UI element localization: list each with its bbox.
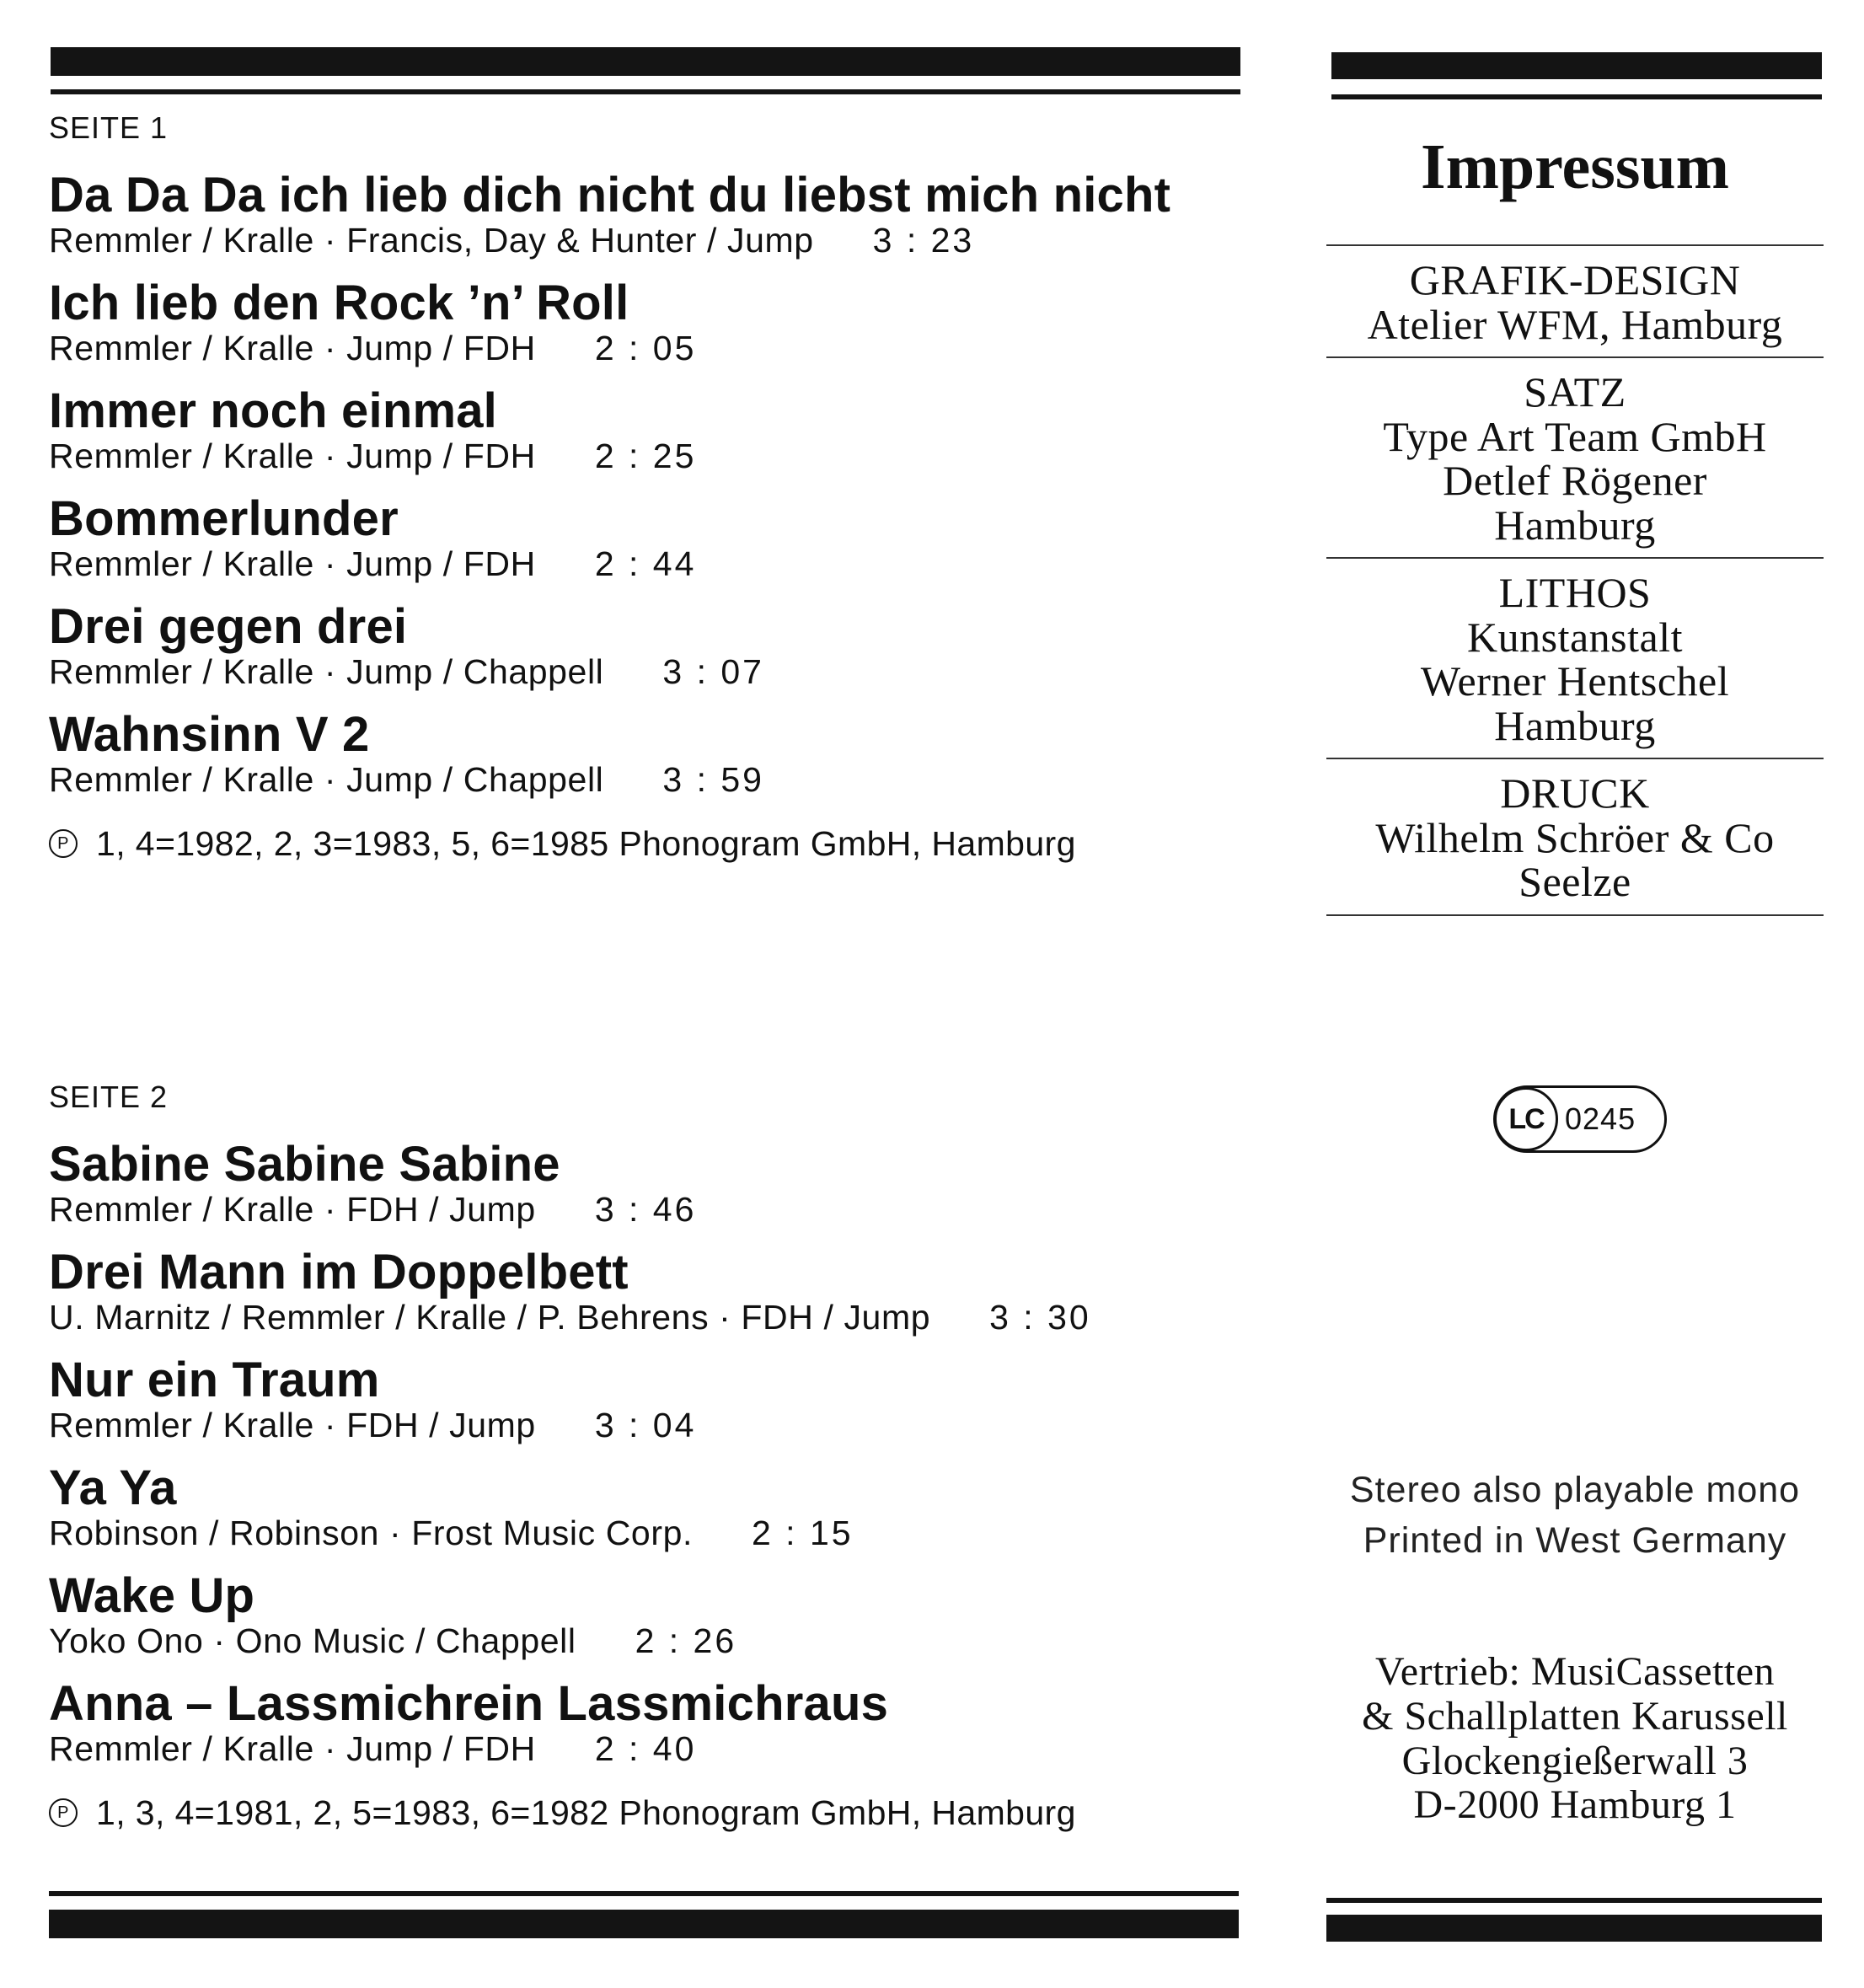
credit-block-grafik-design [1326, 246, 1824, 356]
distribution-line: Glockengießerwall 3 [1401, 1738, 1749, 1783]
track-duration: 3 : 46 [594, 1189, 697, 1229]
track-title: Bommerlunder [49, 490, 399, 546]
credit-line: Atelier WFM, Hamburg [1367, 300, 1783, 348]
track-credits [49, 1514, 1245, 1552]
credit-line: Type Art Team GmbH [1383, 412, 1767, 460]
copyright-text: 1, 4=1982, 2, 3=1983, 5, 6=1985 Phonogram GmbH, Hamburg [96, 823, 1076, 863]
track-title: Drei Mann im Doppelbett [49, 1244, 629, 1299]
impressum-title: Impressum [1421, 131, 1729, 202]
credit-line: Werner Hentschel [1420, 657, 1730, 705]
track-title: Wake Up [49, 1567, 255, 1623]
track-credits [49, 1191, 1245, 1229]
label-code-number: 0245 [1565, 1101, 1636, 1136]
track-writers-publishers: U. Marnitz / Remmler / Kralle / P. Behrens · FDH / Jump [49, 1297, 931, 1337]
track-title: Drei gegen drei [49, 598, 408, 654]
credit-line: Detlef Rögener [1443, 457, 1707, 504]
credit-line: Hamburg [1494, 701, 1656, 749]
track-writers-publishers: Remmler / Kralle · FDH / Jump [49, 1405, 536, 1444]
track-title: Anna – Lassmichrein Lassmichraus [49, 1675, 889, 1731]
track-credits [49, 1730, 1245, 1768]
side-2-label: SEITE 2 [49, 1080, 169, 1114]
track-writers-publishers: Remmler / Kralle · Jump / FDH [49, 1728, 536, 1768]
track-list-item [49, 170, 1245, 260]
track-credits [49, 437, 1245, 475]
track-list-item [49, 598, 1245, 691]
track-duration: 2 : 05 [594, 328, 697, 367]
credit-heading: GRAFIK-DESIGN [1409, 256, 1741, 303]
track-duration: 2 : 40 [594, 1728, 697, 1768]
side-1-copyright [49, 824, 1245, 864]
credit-block-druck [1326, 759, 1824, 914]
track-title: Ya Ya [49, 1460, 177, 1515]
side-1-tracklist [49, 110, 1245, 864]
track-title: Nur ein Traum [49, 1352, 380, 1407]
track-list-item [49, 275, 1245, 367]
track-writers-publishers: Remmler / Kralle · FDH / Jump [49, 1189, 536, 1229]
credit-block-satz [1326, 358, 1824, 557]
credit-heading: LITHOS [1498, 569, 1652, 616]
side-2-tracklist [49, 1082, 1245, 1833]
track-duration: 2 : 15 [751, 1513, 854, 1552]
credit-heading: DRUCK [1500, 769, 1650, 817]
track-title: Da Da Da ich lieb dich nicht du liebst mich nicht [49, 168, 1171, 222]
track-writers-publishers: Remmler / Kralle · Jump / FDH [49, 544, 536, 583]
top-right-thick-bar [1331, 52, 1822, 79]
track-duration: 3 : 59 [662, 759, 764, 799]
track-duration: 3 : 23 [872, 220, 975, 260]
track-credits [49, 1622, 1245, 1660]
copyright-text: 1, 3, 4=1981, 2, 5=1983, 6=1982 Phonogram GmbH, Hamburg [96, 1792, 1076, 1832]
track-writers-publishers: Remmler / Kralle · Jump / FDH [49, 328, 536, 367]
track-credits [49, 330, 1245, 367]
track-writers-publishers: Robinson / Robinson · Frost Music Corp. [49, 1513, 693, 1552]
track-credits [49, 1299, 1245, 1337]
bottom-right-thin-bar [1326, 1898, 1822, 1903]
track-title: Sabine Sabine Sabine [49, 1137, 560, 1192]
track-writers-publishers: Remmler / Kralle · Jump / Chappell [49, 759, 604, 799]
track-credits [49, 761, 1245, 799]
top-left-thin-bar [51, 89, 1240, 94]
track-credits [49, 545, 1245, 583]
track-credits [49, 653, 1245, 691]
track-list-item [49, 1244, 1245, 1337]
track-list-item [49, 1675, 1245, 1768]
side-2-copyright [49, 1793, 1245, 1833]
label-code-badge [1493, 1085, 1667, 1153]
distribution-line: D-2000 Hamburg 1 [1413, 1782, 1737, 1828]
track-list-item [49, 1352, 1245, 1444]
distribution-line: Vertrieb: MusiCassetten [1374, 1649, 1776, 1694]
credit-line: Kunstanstalt [1467, 613, 1683, 661]
bottom-left-thick-bar [49, 1910, 1239, 1938]
bottom-right-thick-bar [1326, 1915, 1822, 1942]
stereo-notice [1326, 1465, 1824, 1566]
track-duration: 2 : 26 [635, 1621, 737, 1660]
track-duration: 2 : 25 [594, 436, 697, 475]
divider [1326, 914, 1824, 916]
track-title: Ich lieb den Rock ’n’ Roll [49, 275, 629, 330]
label-code-logo-icon: LC [1494, 1087, 1558, 1151]
track-title: Immer noch einmal [49, 383, 497, 438]
credit-line: Hamburg [1494, 501, 1656, 549]
track-title: Wahnsinn V 2 [49, 706, 370, 762]
track-duration: 3 : 30 [989, 1297, 1091, 1337]
distribution-line: & Schallplatten Karussell [1362, 1693, 1788, 1739]
track-writers-publishers: Remmler / Kralle · Jump / Chappell [49, 651, 604, 691]
track-list-item [49, 1139, 1245, 1229]
track-duration: 2 : 44 [594, 544, 697, 583]
track-writers-publishers: Yoko Ono · Ono Music / Chappell [49, 1621, 576, 1660]
bottom-left-thin-bar [49, 1891, 1239, 1896]
credit-block-lithos [1326, 559, 1824, 758]
track-credits [49, 222, 1245, 260]
track-list-item [49, 383, 1245, 475]
track-writers-publishers: Remmler / Kralle · Francis, Day & Hunter / Jump [49, 220, 814, 260]
track-list-item [49, 1567, 1245, 1660]
credit-heading: SATZ [1524, 368, 1626, 415]
track-duration: 3 : 04 [594, 1405, 697, 1444]
credit-line: Seelze [1519, 858, 1631, 905]
track-list-item [49, 706, 1245, 799]
stereo-line: Stereo also playable mono [1349, 1470, 1801, 1510]
top-right-thin-bar [1331, 94, 1822, 99]
track-duration: 3 : 07 [662, 651, 764, 691]
credit-line: Wilhelm Schröer & Co [1375, 813, 1775, 861]
distribution-info [1326, 1650, 1824, 1828]
track-list-item [49, 1460, 1245, 1552]
printed-line: Printed in West Germany [1363, 1520, 1787, 1562]
phonogram-copyright-icon: P [49, 1798, 78, 1827]
top-left-thick-bar [51, 47, 1240, 76]
track-credits [49, 1407, 1245, 1444]
track-list-item [49, 490, 1245, 583]
track-writers-publishers: Remmler / Kralle · Jump / FDH [49, 436, 536, 475]
side-1-label: SEITE 1 [49, 110, 169, 145]
phonogram-copyright-icon: P [49, 829, 78, 858]
impressum-panel [1326, 131, 1824, 916]
